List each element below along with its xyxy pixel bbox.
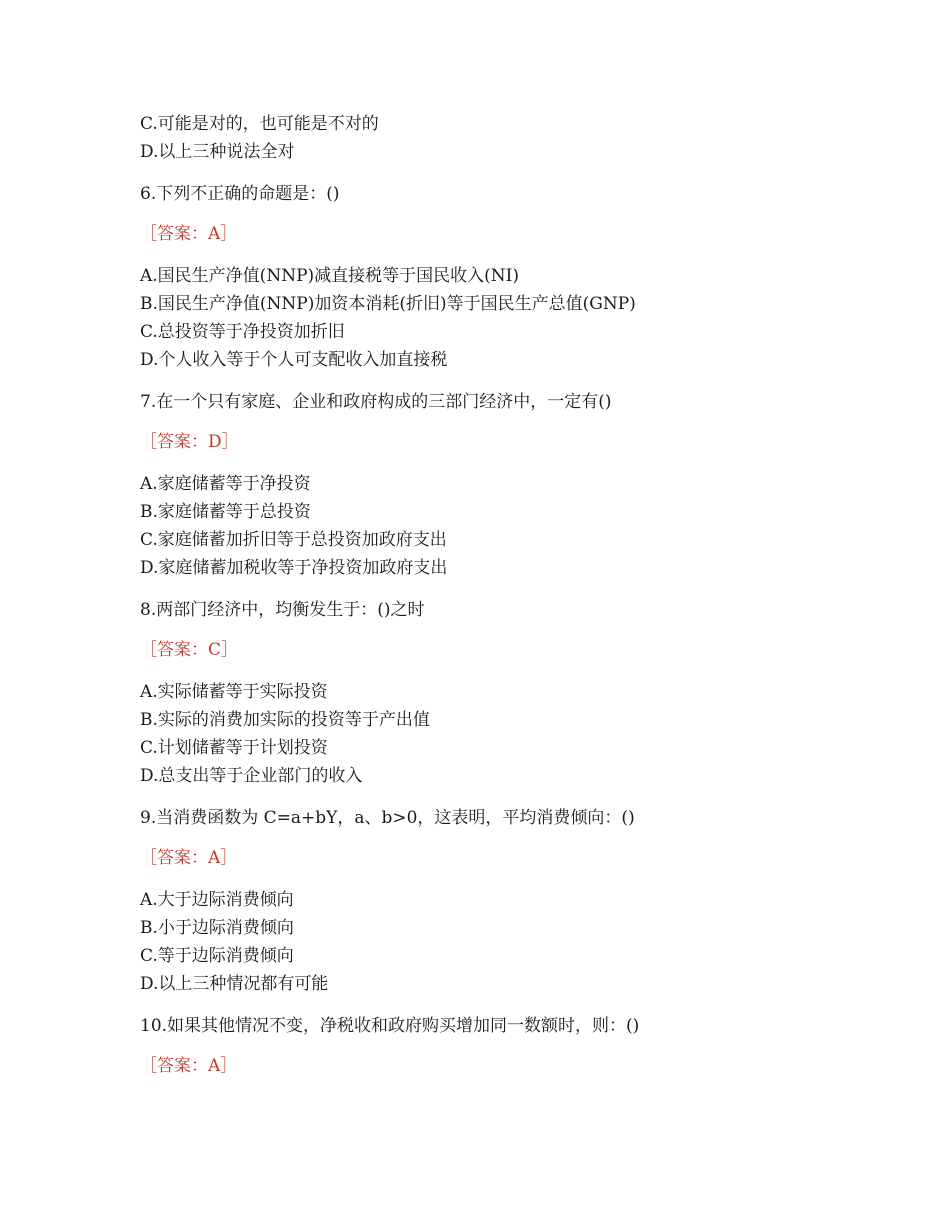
option-text: B.实际的消费加实际的投资等于产出值 (140, 710, 430, 730)
answer-label: ［答案：A］ (140, 1056, 238, 1076)
option-text: A.家庭储蓄等于净投资 (140, 474, 311, 494)
option-text: C.计划储蓄等于计划投资 (140, 738, 328, 758)
option-text: D.以上三种说法全对 (140, 142, 295, 162)
option-text: B.家庭储蓄等于总投资 (140, 502, 311, 522)
option-text: D.个人收入等于个人可支配收入加直接税 (140, 350, 448, 370)
answer-label: ［答案：D］ (140, 432, 239, 452)
option-text: A.实际储蓄等于实际投资 (140, 682, 328, 702)
option-text: D.家庭储蓄加税收等于净投资加政府支出 (140, 558, 448, 578)
answer-label: ［答案：A］ (140, 224, 238, 244)
document-page (140, 110, 880, 1094)
option-text: C.等于边际消费倾向 (140, 946, 294, 966)
question-text: 6.下列不正确的命题是：() (140, 184, 340, 204)
option-text: B.小于边际消费倾向 (140, 918, 294, 938)
answer-label: ［答案：A］ (140, 848, 238, 868)
question-text: 10.如果其他情况不变，净税收和政府购买增加同一数额时，则：() (140, 1016, 640, 1036)
option-text: A.大于边际消费倾向 (140, 890, 294, 910)
option-text: D.以上三种情况都有可能 (140, 974, 329, 994)
option-text: C.家庭储蓄加折旧等于总投资加政府支出 (140, 530, 447, 550)
option-text: C.总投资等于净投资加折旧 (140, 322, 345, 342)
question-text: 9.当消费函数为 C=a+bY，a、b>0，这表明，平均消费倾向：() (140, 808, 635, 828)
option-text: D.总支出等于企业部门的收入 (140, 766, 363, 786)
question-text: 8.两部门经济中，均衡发生于：()之时 (140, 600, 425, 620)
question-text: 7.在一个只有家庭、企业和政府构成的三部门经济中，一定有() (140, 392, 612, 412)
option-text: B.国民生产净值(NNP)加资本消耗(折旧)等于国民生产总值(GNP) (140, 294, 636, 314)
answer-label: ［答案：C］ (140, 640, 239, 660)
option-text: C.可能是对的，也可能是不对的 (140, 114, 379, 134)
option-text: A.国民生产净值(NNP)减直接税等于国民收入(NI) (140, 266, 519, 286)
